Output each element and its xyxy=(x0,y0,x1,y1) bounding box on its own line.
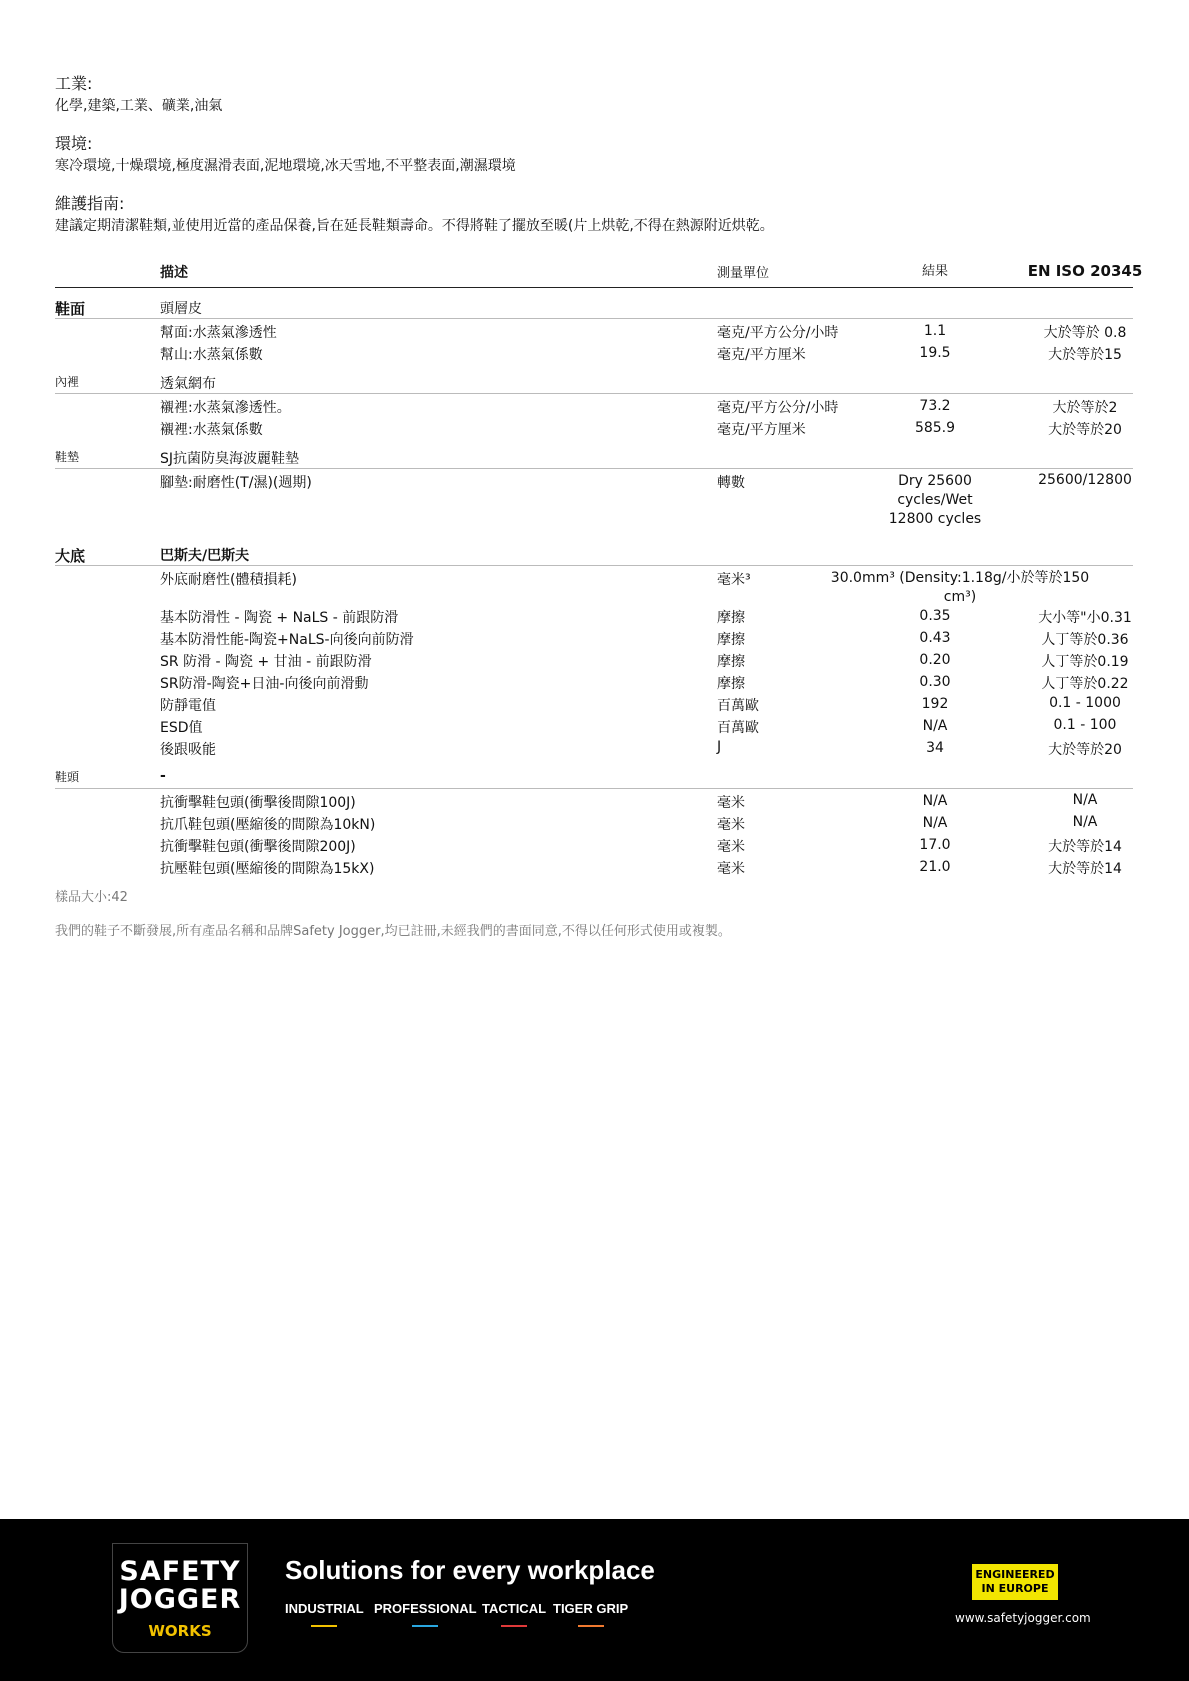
row-unit: 毫米 xyxy=(717,795,745,811)
section-row-lining xyxy=(55,363,1133,394)
row-standard: 大小等"小0.31 xyxy=(1038,610,1132,626)
segment-underline xyxy=(311,1625,337,1627)
row-standard: 0.1 - 100 xyxy=(1053,717,1117,733)
row-result: 0.20 xyxy=(919,652,951,668)
table-row xyxy=(55,604,1133,626)
row-result: N/A xyxy=(922,815,948,831)
row-description: 抗爪鞋包頭(壓縮後的間隙為10kN) xyxy=(160,817,376,833)
segment-underline xyxy=(501,1625,527,1627)
row-standard: N/A xyxy=(1072,792,1098,808)
table-row xyxy=(55,736,1133,758)
row-description: 後跟吸能 xyxy=(160,742,216,758)
safety-jogger-logo xyxy=(112,1543,248,1653)
segment-industrial xyxy=(285,1601,364,1616)
section-row-upper xyxy=(55,288,1133,319)
engineered-in-europe-badge xyxy=(972,1564,1058,1600)
table-row xyxy=(55,341,1133,363)
row-result: 34 xyxy=(926,740,944,756)
industry-block xyxy=(55,74,222,116)
row-result: N/A xyxy=(922,793,948,809)
row-unit: 百萬歐 xyxy=(717,698,759,714)
row-standard: 25600/12800 xyxy=(1038,472,1132,488)
table-row xyxy=(55,670,1133,692)
row-unit: 摩擦 xyxy=(717,654,745,670)
sample-size-note: 樣品大小:42 xyxy=(55,890,128,905)
row-unit: 摩擦 xyxy=(717,610,745,626)
row-result: 17.0 xyxy=(919,837,951,853)
section-label: 內裡 xyxy=(55,375,80,389)
section-row-toecap xyxy=(55,758,1133,789)
row-description: 抗衝擊鞋包頭(衝擊後間隙200J) xyxy=(160,839,356,855)
row-unit: 毫克/平方公分/小時 xyxy=(717,325,839,341)
table-row xyxy=(55,714,1133,736)
row-unit: 毫米³ xyxy=(717,572,751,588)
row-unit: 百萬歐 xyxy=(717,720,759,736)
table-row xyxy=(55,833,1133,855)
badge-line1: ENGINEERED xyxy=(975,1568,1055,1581)
logo-line-safety: SAFETY xyxy=(119,1556,241,1587)
section-material: SJ抗菌防臭海波麗鞋墊 xyxy=(160,451,300,467)
row-unit: 毫克/平方公分/小時 xyxy=(717,400,839,416)
table-row xyxy=(55,692,1133,714)
row-unit: 轉數 xyxy=(717,475,745,491)
row-description: SR防滑-陶瓷+日油-向後向前滑動 xyxy=(160,676,369,692)
footer-tagline: Solutions for every workplace xyxy=(285,1555,655,1585)
industry-heading: 工業: xyxy=(55,74,93,93)
row-standard: 大於等於15 xyxy=(1048,347,1122,363)
website-link[interactable]: www.safetyjogger.com xyxy=(955,1611,1091,1625)
section-material: 透氣網布 xyxy=(160,376,216,392)
row-standard: 人丁等於0.19 xyxy=(1041,654,1129,670)
segment-label: TIGER GRIP xyxy=(553,1601,629,1616)
table-row xyxy=(55,416,1133,438)
table-header-row xyxy=(55,258,1143,288)
segment-underline xyxy=(412,1625,438,1627)
table-row xyxy=(55,811,1133,833)
row-result: 192 xyxy=(921,696,949,712)
row-standard: 大於等於20 xyxy=(1048,422,1122,438)
row-unit: 毫克/平方厘米 xyxy=(717,347,806,363)
logo-line-jogger: JOGGER xyxy=(118,1584,242,1615)
header-description: 描述 xyxy=(160,265,188,281)
row-result: 0.30 xyxy=(919,674,951,690)
section-label: 大底 xyxy=(55,547,86,565)
row-unit: 摩擦 xyxy=(717,632,745,648)
row-standard: 大於等於14 xyxy=(1048,839,1122,855)
row-unit: 毫米 xyxy=(717,839,745,855)
row-description: 基本防滑性 - 陶瓷 + NaLS - 前跟防滑 xyxy=(160,610,399,626)
row-unit: 毫米 xyxy=(717,817,745,833)
table-row xyxy=(55,626,1133,648)
header-unit: 測量單位 xyxy=(717,266,770,281)
row-description: 外底耐磨性(體積損耗) xyxy=(160,572,297,588)
row-unit: 摩擦 xyxy=(717,676,745,692)
row-description: ESD值 xyxy=(160,720,203,736)
section-row-insole xyxy=(55,438,1133,469)
row-unit: 毫克/平方厘米 xyxy=(717,422,806,438)
segment-label: INDUSTRIAL xyxy=(285,1601,364,1616)
environment-heading: 環境: xyxy=(55,134,93,153)
header-result: 結果 xyxy=(921,264,948,279)
segment-professional xyxy=(374,1601,477,1616)
row-description: 防靜電值 xyxy=(160,698,216,714)
row-unit: J xyxy=(717,739,722,755)
environment-block xyxy=(55,134,516,176)
row-unit: 毫米 xyxy=(717,861,745,877)
row-standard: 大於等於2 xyxy=(1052,400,1118,416)
row-standard: 大於等於 0.8 xyxy=(1043,325,1127,341)
section-row-outsole xyxy=(55,535,1133,566)
row-result: N/A xyxy=(922,718,948,734)
row-result: 0.43 xyxy=(919,630,951,646)
section-label: 鞋墊 xyxy=(55,450,80,464)
row-description: 幫面:水蒸氣滲透性 xyxy=(160,325,277,341)
maintenance-text: 建議定期清潔鞋類,並使用近當的產品保養,旨在延長鞋類壽命。不得將鞋了擺放至暖(片上烘乾,不得在熱源附近烘乾。 xyxy=(55,218,774,234)
table-row xyxy=(55,566,1133,604)
segment-underline xyxy=(578,1625,604,1627)
section-label: 鞋頭 xyxy=(55,770,80,784)
row-standard: 人丁等於0.22 xyxy=(1041,676,1129,692)
row-standard: 大於等於20 xyxy=(1048,742,1122,758)
row-description: 抗壓鞋包頭(壓縮後的間隙為15kX) xyxy=(160,861,375,877)
table-row xyxy=(55,855,1133,877)
row-result: 1.1 xyxy=(923,323,947,339)
section-material: 頭層皮 xyxy=(160,301,202,317)
segment-tactical xyxy=(482,1601,546,1616)
row-standard: 0.1 - 1000 xyxy=(1049,695,1121,711)
table-row xyxy=(55,469,1133,525)
row-result: 21.0 xyxy=(919,859,951,875)
segment-tiger-grip xyxy=(553,1601,628,1616)
industry-text: 化學,建築,工業、礦業,油氣 xyxy=(55,98,223,114)
row-standard: 人丁等於0.36 xyxy=(1041,632,1129,648)
row-description: 幫山:水蒸氣係數 xyxy=(160,347,263,363)
section-material: - xyxy=(160,768,166,784)
header-standard: EN ISO 20345 xyxy=(1027,262,1143,280)
row-standard: 大於等於14 xyxy=(1048,861,1122,877)
row-description: 腳墊:耐磨性(T/濕)(週期) xyxy=(160,475,312,491)
row-description: 基本防滑性能-陶瓷+NaLS-向後向前防滑 xyxy=(160,632,414,648)
specifications-table xyxy=(55,258,1143,877)
row-description: 襯裡:水蒸氣係數 xyxy=(160,422,263,438)
segment-label: PROFESSIONAL xyxy=(374,1601,477,1616)
row-result: Dry 25600 cycles/Wet 12800 cycles xyxy=(888,473,982,527)
table-row xyxy=(55,319,1133,341)
maintenance-heading: 維護指南: xyxy=(55,194,125,213)
logo-works: WORKS xyxy=(148,1622,212,1640)
disclaimer-note: 我們的鞋子不斷發展,所有產品名稱和品牌Safety Jogger,均已註冊,未經我們的書面同意,不得以任何形式使用或複製。 xyxy=(55,924,731,939)
row-result: 30.0mm³ (Density:1.18g/小於等於150 cm³) xyxy=(830,570,1090,605)
section-material: 巴斯夫/巴斯夫 xyxy=(160,548,250,564)
environment-text: 寒冷環境,十燥環境,極度濕滑表面,泥地環境,冰天雪地,不平整表面,潮濕環境 xyxy=(55,158,516,174)
segment-label: TACTICAL xyxy=(482,1601,547,1616)
footer-banner xyxy=(0,1519,1189,1681)
row-result: 19.5 xyxy=(919,345,951,361)
row-description: 襯裡:水蒸氣滲透性。 xyxy=(160,400,291,416)
row-result: 585.9 xyxy=(914,420,956,436)
table-row xyxy=(55,648,1133,670)
table-row xyxy=(55,394,1133,416)
row-result: 0.35 xyxy=(919,608,951,624)
table-row xyxy=(55,789,1133,811)
row-standard: N/A xyxy=(1072,814,1098,830)
row-description: SR 防滑 - 陶瓷 + 甘油 - 前跟防滑 xyxy=(160,654,372,670)
maintenance-block xyxy=(55,194,774,236)
badge-line2: IN EUROPE xyxy=(981,1582,1049,1595)
row-description: 抗衝擊鞋包頭(衝擊後間隙100J) xyxy=(160,795,356,811)
row-result: 73.2 xyxy=(919,398,951,414)
section-label: 鞋面 xyxy=(55,300,86,318)
